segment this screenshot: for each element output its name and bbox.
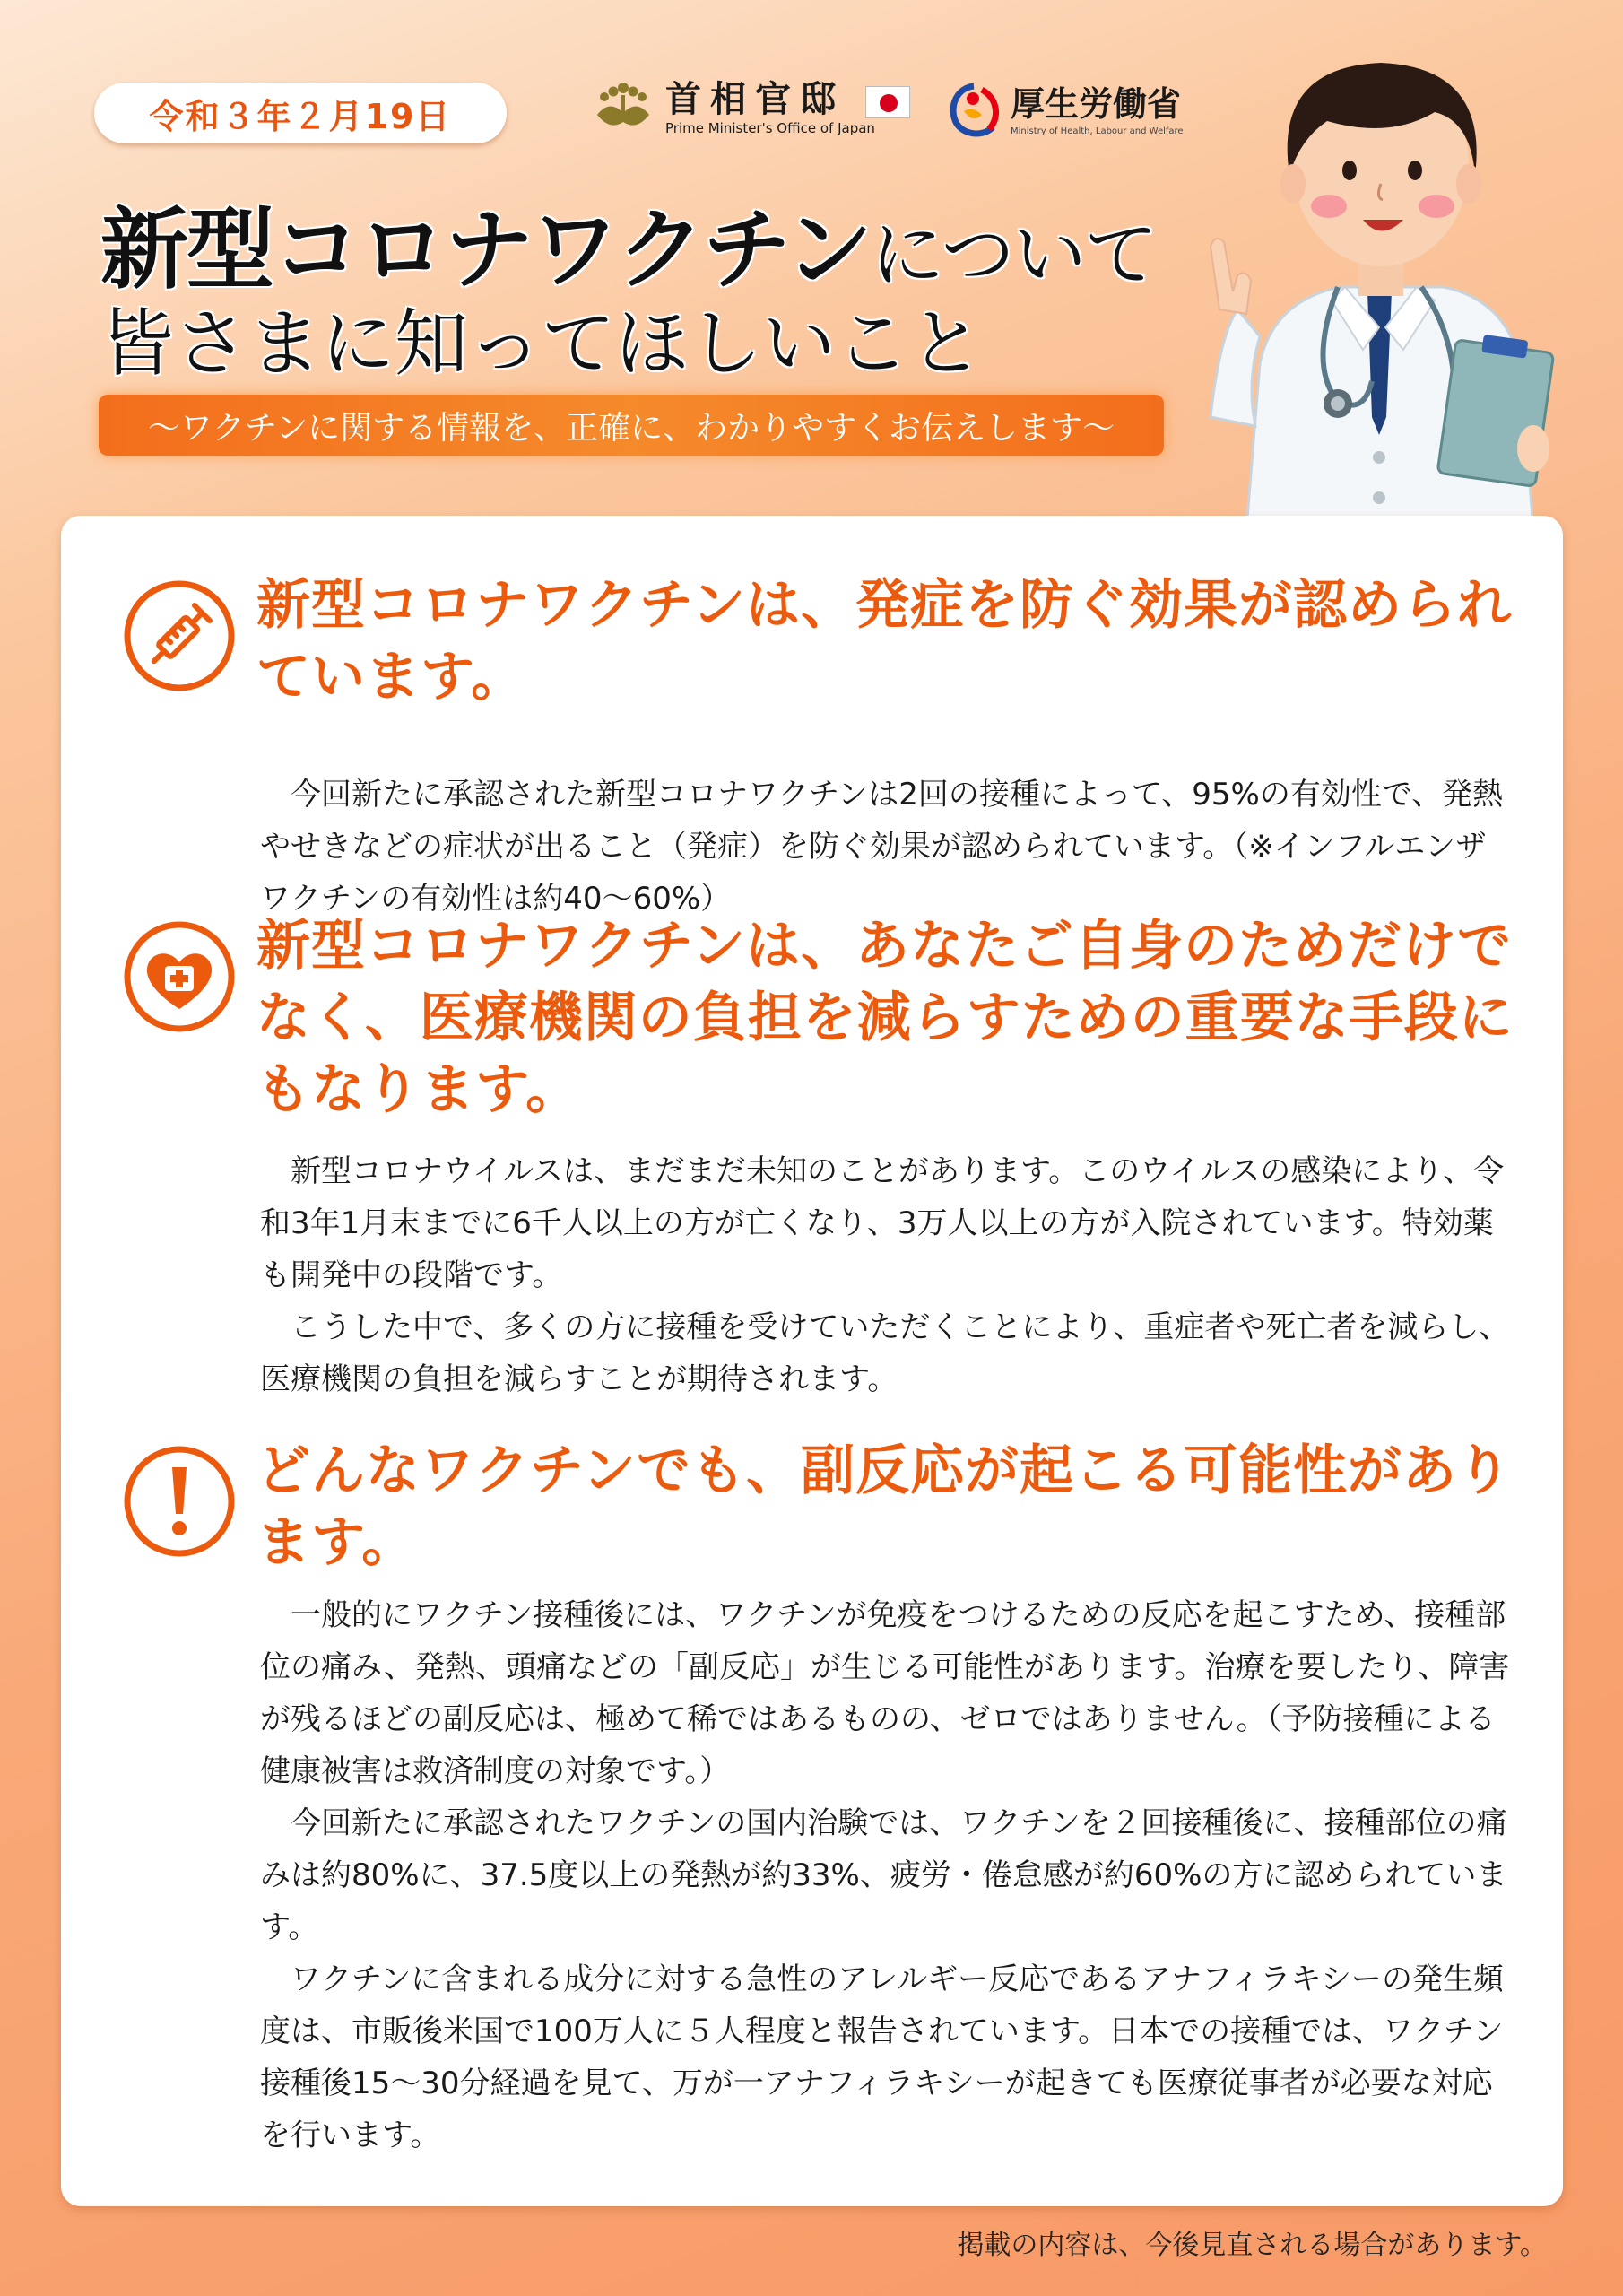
kantei-name: 首相官邸 xyxy=(665,79,845,120)
mhlw-english-name: Ministry of Health, Labour and Welfare xyxy=(1011,126,1184,136)
section-heading: 新型コロナワクチンは、発症を防ぐ効果が認められています。 xyxy=(256,574,1512,709)
mhlw-logo xyxy=(946,79,1184,142)
title-bold-part: 新型コロナワクチン xyxy=(100,199,872,301)
paragraph: 一般的にワクチン接種後には、ワクチンが免疫をつけるための反応を起こすため、接種部位の痛み、発熱、頭痛などの「副反応」が生じる可能性があります。治療を要したり、障害が残るほどの副反応は、極めて稀ではあるものの、ゼロではありません。（予防接種による健康被害は救済制度の対象です。） xyxy=(260,1597,1510,1789)
mhlw-mark-icon xyxy=(946,79,1002,142)
doctor-illustration xyxy=(1184,40,1569,529)
page-title-line2: 皆さまに知ってほしいこと xyxy=(100,301,984,387)
kantei-logo xyxy=(592,79,875,138)
exclamation-icon xyxy=(122,1444,237,1559)
japan-flag-icon xyxy=(865,86,910,118)
paragraph: 今回新たに承認された新型コロナワクチンは2回の接種によって、95%の有効性で、発熱やせきなどの症状が出ること（発症）を防ぐ効果が認められています。（※インフルエンザワクチンの有効性は約40〜60%） xyxy=(260,777,1504,917)
paragraph: こうした中で、多くの方に接種を受けていただくことにより、重症者や死亡者を減らし、医療機関の負担を減らすことが期待されます。 xyxy=(260,1309,1510,1397)
content-card xyxy=(61,516,1563,2206)
title-normal-part: について xyxy=(871,213,1157,298)
kiri-crest-icon xyxy=(592,79,655,138)
syringe-icon xyxy=(122,578,237,693)
section-body xyxy=(260,1589,1511,2161)
section-heading: 新型コロナワクチンは、あなたご自身のためだけでなく、医療機関の負担を減らすための重要な手段にもなります。 xyxy=(256,915,1514,1121)
paragraph: 新型コロナウイルスは、まだまだ未知のことがあります。このウイルスの感染により、令和3年1月末までに6千人以上の方が亡くなり、3万人以上の方が入院されています。特効薬も開発中の段階です。 xyxy=(260,1153,1505,1293)
paragraph: ワクチンに含まれる成分に対する急性のアレルギー反応であるアナフィラキシーの発生頻度は、市販後米国で100万人に５人程度と報告されています。日本での接種では、ワクチン接種後15〜30分経過を見て、万が一アナフィラキシーが起きても医療従事者が必要な対応を行います。 xyxy=(260,1961,1505,2153)
section-body xyxy=(260,769,1511,925)
paragraph: 今回新たに承認されたワクチンの国内治験では、ワクチンを２回接種後に、接種部位の痛みは約80%に、37.5度以上の発熱が約33%、疲労・倦怠感が約60%の方に認められています。 xyxy=(260,1805,1507,1945)
footer-note: 掲載の内容は、今後見直される場合があります。 xyxy=(957,2230,1547,2261)
mhlw-name: 厚生労働省 xyxy=(1011,83,1182,124)
kantei-english-name: Prime Minister's Office of Japan xyxy=(665,120,875,136)
date-badge: 令和３年２月19日 xyxy=(94,83,507,144)
heart-medical-icon xyxy=(122,919,237,1034)
subtitle-banner: 〜ワクチンに関する情報を、正確に、わかりやすくお伝えします〜 xyxy=(99,395,1164,456)
section-body xyxy=(260,1145,1511,1405)
section-heading: どんなワクチンでも、副反応が起こる可能性があります。 xyxy=(256,1439,1512,1574)
